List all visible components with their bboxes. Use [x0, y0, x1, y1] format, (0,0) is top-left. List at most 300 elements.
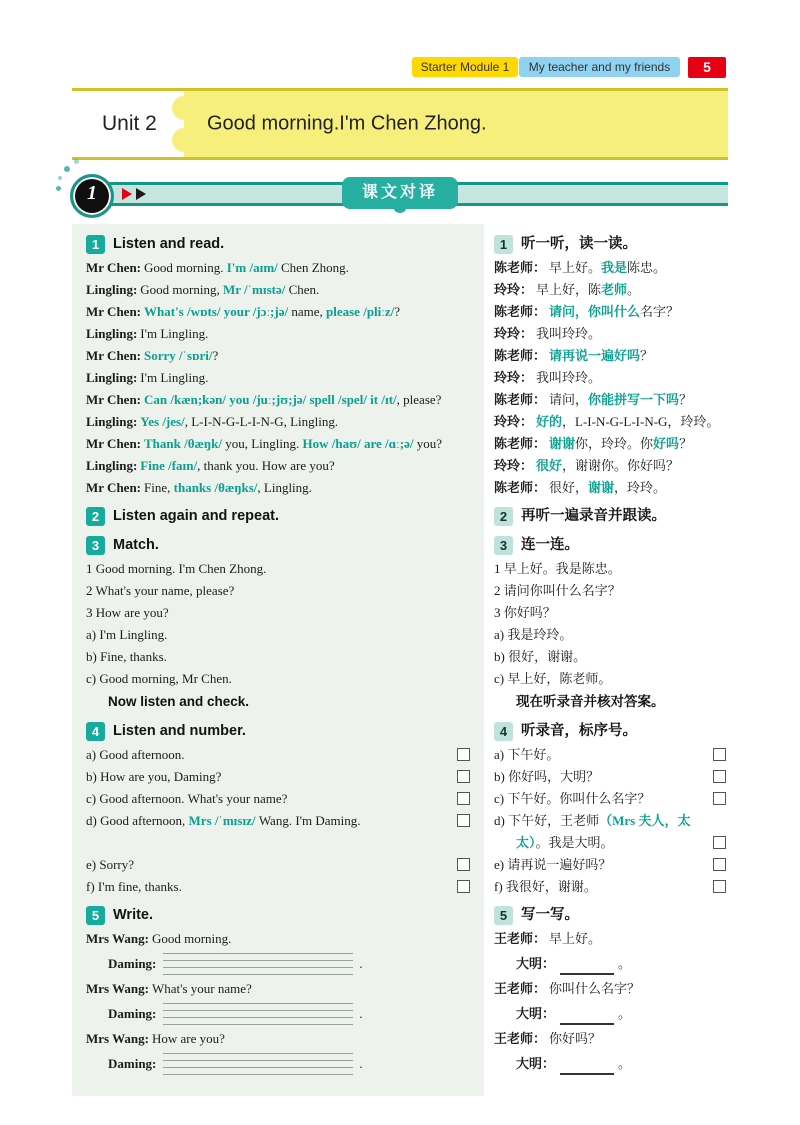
dialogue-line — [86, 367, 472, 389]
line-text — [86, 477, 472, 499]
dialogue-line — [86, 257, 472, 279]
speaker-name: 玲玲： — [494, 458, 534, 473]
exercise-section — [494, 719, 728, 898]
plain-text: you? — [416, 436, 442, 451]
list-item — [86, 624, 472, 646]
dialogue-line — [86, 279, 472, 301]
line-text — [86, 1053, 472, 1075]
answer-checkbox[interactable] — [457, 880, 470, 893]
highlighted-text: Fine /faɪn/ — [140, 458, 198, 473]
decor-dot — [58, 176, 62, 180]
line-text — [494, 1003, 728, 1025]
highlighted-text: 老师 — [601, 282, 628, 297]
dialogue-line — [494, 389, 728, 411]
list-item — [86, 810, 472, 832]
list-item — [494, 810, 728, 854]
list-item — [86, 602, 472, 624]
list-item — [494, 876, 728, 898]
line-text — [494, 766, 705, 788]
line-text — [86, 323, 472, 345]
line-text — [494, 580, 728, 602]
dialogue-line — [494, 953, 728, 975]
speaker-name: Mr Chen: — [86, 436, 142, 451]
speaker-name: Lingling: — [86, 414, 138, 429]
plain-text: 早上好。 — [549, 931, 602, 946]
plain-text: c) Good morning, Mr Chen. — [86, 671, 232, 686]
dialogue-line — [494, 279, 728, 301]
line-text — [86, 389, 472, 411]
dialogue-line — [494, 1003, 728, 1025]
speaker-name: 陈老师： — [494, 436, 547, 451]
list-item — [86, 668, 472, 690]
line-text — [494, 1053, 728, 1075]
line-text — [86, 646, 472, 668]
line-text — [86, 928, 472, 950]
line-text — [86, 301, 472, 323]
plain-text: ? — [394, 304, 401, 319]
speaker-name: 玲玲： — [494, 282, 534, 297]
line-text — [494, 854, 705, 876]
plain-text: , Lingling. — [257, 480, 312, 495]
line-text — [494, 788, 705, 810]
decor-dot — [56, 186, 61, 191]
section-header — [86, 903, 472, 927]
dialogue-line — [86, 953, 472, 975]
line-text — [86, 668, 472, 690]
speaker-name: 大明： — [516, 1056, 556, 1071]
section-number-badge: 1 — [86, 235, 105, 254]
plain-text: ？ — [640, 348, 654, 363]
dialogue-line — [494, 301, 728, 323]
plain-text: Good morning, — [140, 282, 223, 297]
english-column — [72, 224, 484, 1096]
dialogue-line — [494, 367, 728, 389]
plain-text: 你，玲玲。你 — [575, 436, 654, 451]
highlighted-text: 好的 — [536, 414, 563, 429]
plain-text: 早上好。 — [549, 260, 602, 275]
line-period: 。 — [618, 1056, 632, 1071]
instruction-note: Now listen and check. — [108, 694, 250, 709]
plain-text: a) 下午好。 — [494, 747, 560, 762]
section-band — [72, 182, 728, 206]
section-header — [494, 533, 728, 557]
answer-checkbox[interactable] — [713, 836, 726, 849]
speaker-name: Mr Chen: — [86, 348, 142, 363]
speaker-name: Mr Chen: — [86, 392, 142, 407]
line-text — [86, 744, 449, 766]
decor-dot — [64, 166, 70, 172]
section-title: Listen again and repeat. — [113, 508, 279, 524]
plain-text: 1 Good morning. I'm Chen Zhong. — [86, 561, 267, 576]
exercise-section — [494, 903, 728, 1075]
highlighted-text: Thank /θæŋk/ — [144, 436, 226, 451]
dialogue-line — [86, 1003, 472, 1025]
exercise-section — [494, 232, 728, 499]
plain-text: 早上好，陈 — [536, 282, 602, 297]
list-item — [86, 744, 472, 766]
line-text — [86, 455, 472, 477]
highlighted-text: 请再说一遍好吗 — [549, 348, 641, 363]
line-text — [86, 1028, 472, 1050]
line-text — [494, 367, 728, 389]
answer-blank[interactable] — [560, 1057, 614, 1075]
plain-text: ，谢谢你。你好吗？ — [562, 458, 680, 473]
section-title: Listen and number. — [113, 723, 246, 739]
speaker-name: 陈老师： — [494, 304, 547, 319]
answer-checkbox[interactable] — [457, 770, 470, 783]
exercise-section — [86, 533, 472, 714]
writing-stave[interactable] — [163, 1003, 353, 1025]
line-text — [494, 477, 728, 499]
highlighted-text: 请问，你叫什么 — [549, 304, 641, 319]
section-title: 写一写。 — [521, 907, 579, 923]
list-item — [86, 854, 472, 876]
plain-text: ，L-I-N-G-L-I-N-G，玲玲。 — [562, 414, 720, 429]
speaker-name: Mr Chen: — [86, 304, 142, 319]
answer-checkbox[interactable] — [457, 814, 470, 827]
answer-checkbox[interactable] — [713, 858, 726, 871]
decor-dot — [74, 159, 79, 164]
line-text — [86, 279, 472, 301]
speaker-name: Mr Chen: — [86, 260, 142, 275]
speaker-name: Mr Chen: — [86, 480, 142, 495]
dialogue-line — [494, 257, 728, 279]
line-text — [86, 978, 472, 1000]
plain-text: , please? — [396, 392, 442, 407]
plain-text: I'm Lingling. — [140, 326, 209, 341]
topic-badge: My teacher and my friends — [519, 57, 680, 77]
plain-text: 名字？ — [640, 304, 680, 319]
speaker-name: Lingling: — [86, 326, 138, 341]
plain-text: c) 早上好，陈老师。 — [494, 671, 612, 686]
plain-text: e) 请再说一遍好吗？ — [494, 857, 612, 872]
black-play-arrow-icon — [136, 188, 146, 200]
writing-stave[interactable] — [163, 953, 353, 975]
line-text — [86, 810, 449, 832]
plain-text: 2 请问你叫什么名字？ — [494, 583, 621, 598]
page-content — [72, 224, 728, 1096]
line-period: 。 — [618, 1006, 632, 1021]
chinese-column — [494, 224, 728, 1080]
dialogue-line — [494, 1053, 728, 1075]
speaker-name: 王老师： — [494, 931, 547, 946]
section-header — [86, 719, 472, 743]
answer-checkbox[interactable] — [713, 880, 726, 893]
list-item — [494, 788, 728, 810]
plain-text: 2 What's your name, please? — [86, 583, 235, 598]
exercise-section — [86, 719, 472, 898]
line-period: . — [359, 956, 363, 971]
line-text — [86, 558, 472, 580]
line-text — [494, 279, 728, 301]
speaker-name: 陈老师： — [494, 348, 547, 363]
section-title: 听一听，读一读。 — [521, 236, 637, 252]
speaker-name: 玲玲： — [494, 370, 534, 385]
section-number-badge: 2 — [86, 507, 105, 526]
plain-text: Good morning. — [151, 931, 232, 946]
section-gap — [86, 832, 472, 854]
speaker-name: 王老师： — [494, 1031, 547, 1046]
answer-blank[interactable] — [560, 1007, 614, 1025]
module-badge: Starter Module 1 — [412, 57, 518, 77]
section-header — [494, 719, 728, 743]
line-text — [494, 433, 728, 455]
instruction-note: 现在听录音并核对答案。 — [516, 694, 665, 709]
section-number-badge: 5 — [86, 906, 105, 925]
section-number-badge: 3 — [494, 536, 513, 555]
dialogue-line — [494, 477, 728, 499]
highlighted-text: Mr /ˈmɪstə/ — [223, 282, 289, 297]
plain-text: 请问， — [549, 392, 589, 407]
answer-checkbox[interactable] — [457, 748, 470, 761]
plain-text: 我叫玲玲。 — [536, 370, 602, 385]
section-header — [494, 232, 728, 256]
line-text — [86, 580, 472, 602]
section-number-badge: 3 — [86, 536, 105, 555]
unit-title: Good morning.I'm Chen Zhong. — [207, 112, 487, 135]
speaker-name: Lingling: — [86, 458, 138, 473]
line-text — [494, 668, 728, 690]
plain-text: Chen. — [288, 282, 320, 297]
line-text — [494, 928, 728, 950]
line-text — [494, 978, 728, 1000]
line-text — [494, 602, 728, 624]
speaker-name: Daming: — [108, 956, 157, 971]
section-header — [494, 903, 728, 927]
line-text — [86, 953, 472, 975]
highlighted-text: 谢谢 — [549, 436, 576, 451]
dialogue-line — [86, 928, 472, 950]
speaker-name: 玲玲： — [494, 326, 534, 341]
plain-text: f) I'm fine, thanks. — [86, 879, 182, 894]
dialogue-line — [86, 1053, 472, 1075]
page-number-badge: 5 — [688, 57, 726, 78]
list-item — [494, 646, 728, 668]
dialogue-line — [494, 323, 728, 345]
section-title: Listen and read. — [113, 236, 225, 252]
line-period: . — [359, 1006, 363, 1021]
speaker-name: Mrs Wang: — [86, 981, 149, 996]
section-title: 听录音，标序号。 — [521, 723, 637, 739]
plain-text: 你叫什么名字？ — [549, 981, 641, 996]
exercise-section — [494, 504, 728, 528]
line-text — [494, 345, 728, 367]
plain-text: 我叫玲玲。 — [536, 326, 602, 341]
plain-text: Wang. I'm Daming. — [258, 813, 361, 828]
answer-blank[interactable] — [560, 957, 614, 975]
answer-checkbox[interactable] — [457, 792, 470, 805]
banner-scallop — [172, 96, 196, 120]
line-text — [86, 411, 472, 433]
speaker-name: Daming: — [108, 1006, 157, 1021]
section-header — [494, 504, 728, 528]
plain-text: 你好吗？ — [549, 1031, 602, 1046]
line-text — [86, 367, 472, 389]
speaker-name: 大明： — [516, 956, 556, 971]
line-period: . — [359, 1056, 363, 1071]
line-text — [86, 624, 472, 646]
plain-text: b) 你好吗，大明？ — [494, 769, 600, 784]
plain-text: 。 — [627, 282, 641, 297]
line-period: 。 — [618, 956, 632, 971]
dialogue-line — [86, 433, 472, 455]
speaker-name: Lingling: — [86, 370, 138, 385]
section-number-badge: 4 — [494, 722, 513, 741]
plain-text: 3 你好吗？ — [494, 605, 556, 620]
plain-text: How are you? — [151, 1031, 225, 1046]
answer-checkbox[interactable] — [713, 770, 726, 783]
highlighted-text: （Mrs 夫人，太太） — [516, 813, 691, 850]
plain-text: 1 早上好。我是陈忠。 — [494, 561, 621, 576]
speaker-name: 王老师： — [494, 981, 547, 996]
plain-text: , L-I-N-G-L-I-N-G, Lingling. — [184, 414, 339, 429]
plain-text: , thank you. How are you? — [197, 458, 335, 473]
line-text — [494, 411, 728, 433]
dialogue-line — [86, 301, 472, 323]
answer-checkbox[interactable] — [713, 748, 726, 761]
plain-text: Chen Zhong. — [281, 260, 349, 275]
dialogue-line — [86, 455, 472, 477]
red-play-arrow-icon — [122, 188, 132, 200]
list-item — [494, 766, 728, 788]
plain-text: b) Fine, thanks. — [86, 649, 167, 664]
plain-text: ？ — [679, 392, 693, 407]
highlighted-text: please /pliːz/ — [326, 304, 395, 319]
highlighted-text: What's /wɒts/ your /jɔː;jə/ — [144, 304, 292, 319]
dialogue-line — [494, 978, 728, 1000]
line-text — [494, 744, 705, 766]
list-item — [494, 668, 728, 690]
highlighted-text: How /haʊ/ are /ɑː;ə/ — [302, 436, 417, 451]
line-text — [494, 257, 728, 279]
plain-text: f) 我很好，谢谢。 — [494, 879, 597, 894]
list-item — [86, 580, 472, 602]
list-item — [494, 602, 728, 624]
line-text — [86, 433, 472, 455]
plain-text: a) I'm Lingling. — [86, 627, 168, 642]
banner-scallop — [172, 128, 196, 152]
list-item — [494, 624, 728, 646]
plain-text: name, — [291, 304, 327, 319]
unit-banner — [72, 88, 728, 160]
band-title: 课文对译 — [342, 177, 458, 209]
dialogue-line — [494, 411, 728, 433]
highlighted-text: 很好 — [536, 458, 563, 473]
plain-text: c) 下午好。你叫什么名字？ — [494, 791, 651, 806]
section-header — [86, 504, 472, 528]
dialogue-line — [494, 433, 728, 455]
highlighted-text: Can /kæn;kən/ you /juː;jʊ;jə/ spell /spel/ it /ɪt/ — [144, 392, 397, 407]
speaker-name: 陈老师： — [494, 392, 547, 407]
plain-text: c) Good afternoon. What's your name? — [86, 791, 288, 806]
answer-checkbox[interactable] — [457, 858, 470, 871]
plain-text: What's your name? — [151, 981, 252, 996]
line-text — [494, 389, 728, 411]
section-number-badge: 5 — [494, 906, 513, 925]
list-item — [86, 788, 472, 810]
list-item — [86, 646, 472, 668]
plain-text: d) 下午好，王老师 — [494, 813, 600, 828]
plain-text: a) Good afternoon. — [86, 747, 185, 762]
line-text — [494, 558, 728, 580]
section-title: 连一连。 — [521, 537, 579, 553]
section-number-badge: 1 — [494, 235, 513, 254]
answer-checkbox[interactable] — [713, 792, 726, 805]
line-text — [86, 1003, 472, 1025]
highlighted-text: 谢谢 — [588, 480, 615, 495]
section-header — [86, 232, 472, 256]
list-item — [494, 744, 728, 766]
list-item — [494, 558, 728, 580]
plain-text: I'm Lingling. — [140, 370, 209, 385]
highlighted-text: Sorry /ˈsɒri/ — [144, 348, 213, 363]
line-text — [494, 624, 728, 646]
list-item — [494, 580, 728, 602]
speaker-name: 陈老师： — [494, 260, 547, 275]
line-text — [494, 301, 728, 323]
dialogue-line — [86, 345, 472, 367]
highlighted-text: 你能拼写一下吗 — [588, 392, 680, 407]
exercise-section — [86, 232, 472, 499]
dialogue-line — [86, 1028, 472, 1050]
plain-text: ，玲玲。 — [614, 480, 667, 495]
section-number-badge: 4 — [86, 722, 105, 741]
dialogue-line — [494, 1028, 728, 1050]
list-item — [86, 766, 472, 788]
exercise-section — [86, 504, 472, 528]
plain-text: b) How are you, Daming? — [86, 769, 222, 784]
plain-text: Good morning. — [144, 260, 227, 275]
speaker-name: 大明： — [516, 1006, 556, 1021]
line-text — [494, 1028, 728, 1050]
highlighted-text: Yes /jes/ — [140, 414, 185, 429]
list-item — [494, 854, 728, 876]
list-item — [86, 558, 472, 580]
plain-text: 陈忠。 — [627, 260, 667, 275]
section-title: 再听一遍录音并跟读。 — [521, 508, 666, 524]
dialogue-line — [86, 477, 472, 499]
unit-label: Unit 2 — [102, 112, 157, 135]
dialogue-line — [86, 389, 472, 411]
dialogue-line — [86, 411, 472, 433]
highlighted-text: thanks /θæŋks/ — [173, 480, 258, 495]
plain-text: 很好， — [549, 480, 589, 495]
line-text — [86, 876, 449, 898]
highlighted-text: Mrs /ˈmɪsɪz/ — [188, 813, 259, 828]
plain-text: Fine, — [144, 480, 174, 495]
dialogue-line — [86, 978, 472, 1000]
writing-stave[interactable] — [163, 1053, 353, 1075]
speaker-name: Mrs Wang: — [86, 1031, 149, 1046]
section-index-circle: 1 — [70, 174, 114, 218]
list-item — [86, 876, 472, 898]
line-text — [494, 646, 728, 668]
dialogue-line — [494, 345, 728, 367]
line-text — [86, 257, 472, 279]
section-number-badge: 2 — [494, 507, 513, 526]
line-text — [494, 810, 705, 854]
line-text — [86, 345, 472, 367]
section-title: Match. — [113, 537, 159, 553]
highlighted-text: 好吗 — [653, 436, 680, 451]
speaker-name: 玲玲： — [494, 414, 534, 429]
speaker-name: Mrs Wang: — [86, 931, 149, 946]
line-text — [86, 788, 449, 810]
plain-text: ? — [212, 348, 219, 363]
plain-text: 。我是大明。 — [535, 835, 614, 850]
highlighted-text: 我是 — [601, 260, 628, 275]
line-text — [494, 455, 728, 477]
